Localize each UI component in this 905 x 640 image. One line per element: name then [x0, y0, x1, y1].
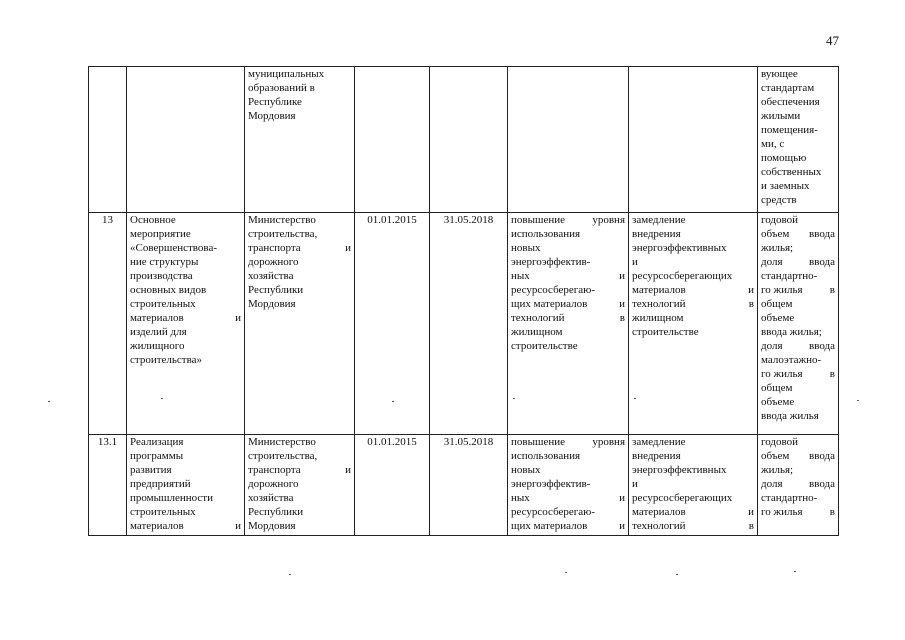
cell-line: стандартам [761, 82, 815, 94]
cell-line: основных видов [130, 284, 207, 296]
cell-line: использования [511, 450, 581, 462]
scan-artifact [48, 401, 50, 402]
cell-line: Мордовия [248, 298, 296, 310]
cell-consequence [629, 435, 758, 536]
cell-line: щих материалов и [511, 298, 625, 310]
cell-indicator [758, 435, 839, 536]
cell-indicator [758, 213, 839, 435]
cell-number [89, 67, 127, 213]
cell-line: программы [130, 450, 184, 462]
scan-artifact [392, 401, 394, 402]
cell-line: новых [511, 464, 541, 476]
cell-line: и [632, 478, 638, 490]
cell-start-date: 01.01.2015 [355, 435, 430, 536]
cell-line: общем [761, 298, 793, 310]
cell-line: помощью [761, 152, 807, 164]
cell-start-date: 01.01.2015 [355, 213, 430, 435]
cell-line: помещения- [761, 124, 818, 136]
scan-artifact [565, 572, 567, 573]
cell-line: Республики [248, 506, 304, 518]
cell-line: жилищного [130, 340, 185, 352]
cell-line: средств [761, 194, 797, 206]
cell-line: Мордовия [248, 110, 296, 122]
cell-executor [245, 67, 355, 213]
cell-measure-name [127, 435, 245, 536]
cell-line: предприятий [130, 478, 191, 490]
cell-line: хозяйства [248, 492, 294, 504]
cell-line: Министерство [248, 214, 316, 226]
cell-line: малоэтажно- [761, 354, 822, 366]
cell-line: повышение уровня [511, 436, 625, 448]
cell-line: строительства» [130, 354, 203, 366]
cell-line: материалов и [632, 506, 754, 518]
cell-line: материалов и [130, 520, 241, 532]
cell-line: ных и [511, 270, 625, 282]
cell-line: ресурсосберегаю- [511, 506, 596, 518]
cell-line: технологий в [632, 298, 754, 310]
cell-line: технологий в [511, 312, 625, 324]
cell-line: го жилья в [761, 506, 835, 518]
cell-line: промышленности [130, 492, 213, 504]
cell-end-date [430, 67, 508, 213]
cell-expected-result [508, 435, 629, 536]
cell-line: жилья; [761, 464, 794, 476]
cell-expected-result [508, 213, 629, 435]
cell-line: годовой [761, 436, 799, 448]
cell-line: жилья; [761, 242, 794, 254]
cell-line: ние структуры [130, 256, 199, 268]
table-row [89, 67, 839, 213]
cell-number: 13.1 [89, 435, 127, 536]
cell-executor [245, 435, 355, 536]
cell-line: Республике [248, 96, 302, 108]
scan-artifact [161, 398, 163, 399]
cell-end-date: 31.05.2018 [430, 435, 508, 536]
table-row [89, 435, 839, 536]
cell-end-date: 31.05.2018 [430, 213, 508, 435]
cell-line: и [632, 256, 638, 268]
cell-line: материалов и [632, 284, 754, 296]
cell-line: мероприятие [130, 228, 191, 240]
cell-line: жилищном [511, 326, 563, 338]
cell-line: ресурсосберегаю- [511, 284, 596, 296]
cell-line: строительстве [632, 326, 699, 338]
cell-line: жилыми [761, 110, 801, 122]
measures-table [88, 66, 839, 536]
scan-artifact [857, 400, 859, 401]
cell-line: энергоэффективных [632, 464, 727, 476]
cell-line: собственных [761, 166, 822, 178]
cell-line: ных и [511, 492, 625, 504]
cell-line: образований в [248, 82, 315, 94]
cell-line: внедрения [632, 450, 681, 462]
cell-number: 13 [89, 213, 127, 435]
cell-consequence [629, 213, 758, 435]
cell-line: и заемных [761, 180, 810, 192]
cell-line: общем [761, 382, 793, 394]
cell-line: технологий в [632, 520, 754, 532]
cell-expected-result [508, 67, 629, 213]
cell-line: развития [130, 464, 172, 476]
cell-line: изделий для [130, 326, 187, 338]
cell-line: ми, с [761, 138, 785, 150]
cell-line: энергоэффектив- [511, 478, 591, 490]
table-row [89, 213, 839, 435]
cell-line: строительства, [248, 450, 318, 462]
cell-line: строительства, [248, 228, 318, 240]
cell-line: стандартно- [761, 270, 818, 282]
cell-line: дорожного [248, 256, 299, 268]
cell-line: ввода жилья [761, 410, 819, 422]
cell-line: обеспечения [761, 96, 820, 108]
page-number: 47 [826, 33, 839, 48]
cell-line: объеме [761, 312, 795, 324]
cell-line: муниципальных [248, 68, 325, 80]
scan-artifact [794, 571, 796, 572]
cell-line: «Совершенствова- [130, 242, 217, 254]
cell-line: доля ввода [761, 256, 835, 268]
cell-line: ввода жилья; [761, 326, 822, 338]
cell-line: дорожного [248, 478, 299, 490]
cell-line: замедление [632, 436, 686, 448]
cell-line: внедрения [632, 228, 681, 240]
cell-line: доля ввода [761, 340, 835, 352]
cell-line: замедление [632, 214, 686, 226]
scan-artifact [634, 398, 636, 399]
cell-line: вующее [761, 68, 798, 80]
cell-line: объем ввода [761, 450, 835, 462]
cell-line: материалов и [130, 312, 241, 324]
scan-artifact [513, 398, 515, 399]
cell-line: годовой [761, 214, 799, 226]
cell-line: Основное [130, 214, 176, 226]
cell-line: Реализация [130, 436, 184, 448]
cell-line: стандартно- [761, 492, 818, 504]
cell-line: транспорта и [248, 464, 351, 476]
cell-line: Министерство [248, 436, 316, 448]
cell-line: Республики [248, 284, 304, 296]
cell-line: го жилья в [761, 368, 835, 380]
cell-start-date [355, 67, 430, 213]
cell-line: ресурсосберегающих [632, 270, 733, 282]
cell-executor [245, 213, 355, 435]
scan-artifact [676, 574, 678, 575]
cell-line: строительных [130, 298, 196, 310]
cell-line: хозяйства [248, 270, 294, 282]
cell-line: Мордовия [248, 520, 296, 532]
cell-line: щих материалов и [511, 520, 625, 532]
cell-line: ресурсосберегающих [632, 492, 733, 504]
cell-line: жилищном [632, 312, 684, 324]
cell-line: объем ввода [761, 228, 835, 240]
cell-line: строительных [130, 506, 196, 518]
scan-artifact [289, 574, 291, 575]
cell-line: повышение уровня [511, 214, 625, 226]
cell-line: энергоэффектив- [511, 256, 591, 268]
cell-line: использования [511, 228, 581, 240]
cell-measure-name [127, 67, 245, 213]
cell-line: транспорта и [248, 242, 351, 254]
cell-consequence [629, 67, 758, 213]
cell-indicator [758, 67, 839, 213]
cell-line: производства [130, 270, 193, 282]
cell-line: доля ввода [761, 478, 835, 490]
cell-line: объеме [761, 396, 795, 408]
cell-measure-name [127, 213, 245, 435]
cell-line: новых [511, 242, 541, 254]
cell-line: строительстве [511, 340, 578, 352]
cell-line: энергоэффективных [632, 242, 727, 254]
cell-line: го жилья в [761, 284, 835, 296]
